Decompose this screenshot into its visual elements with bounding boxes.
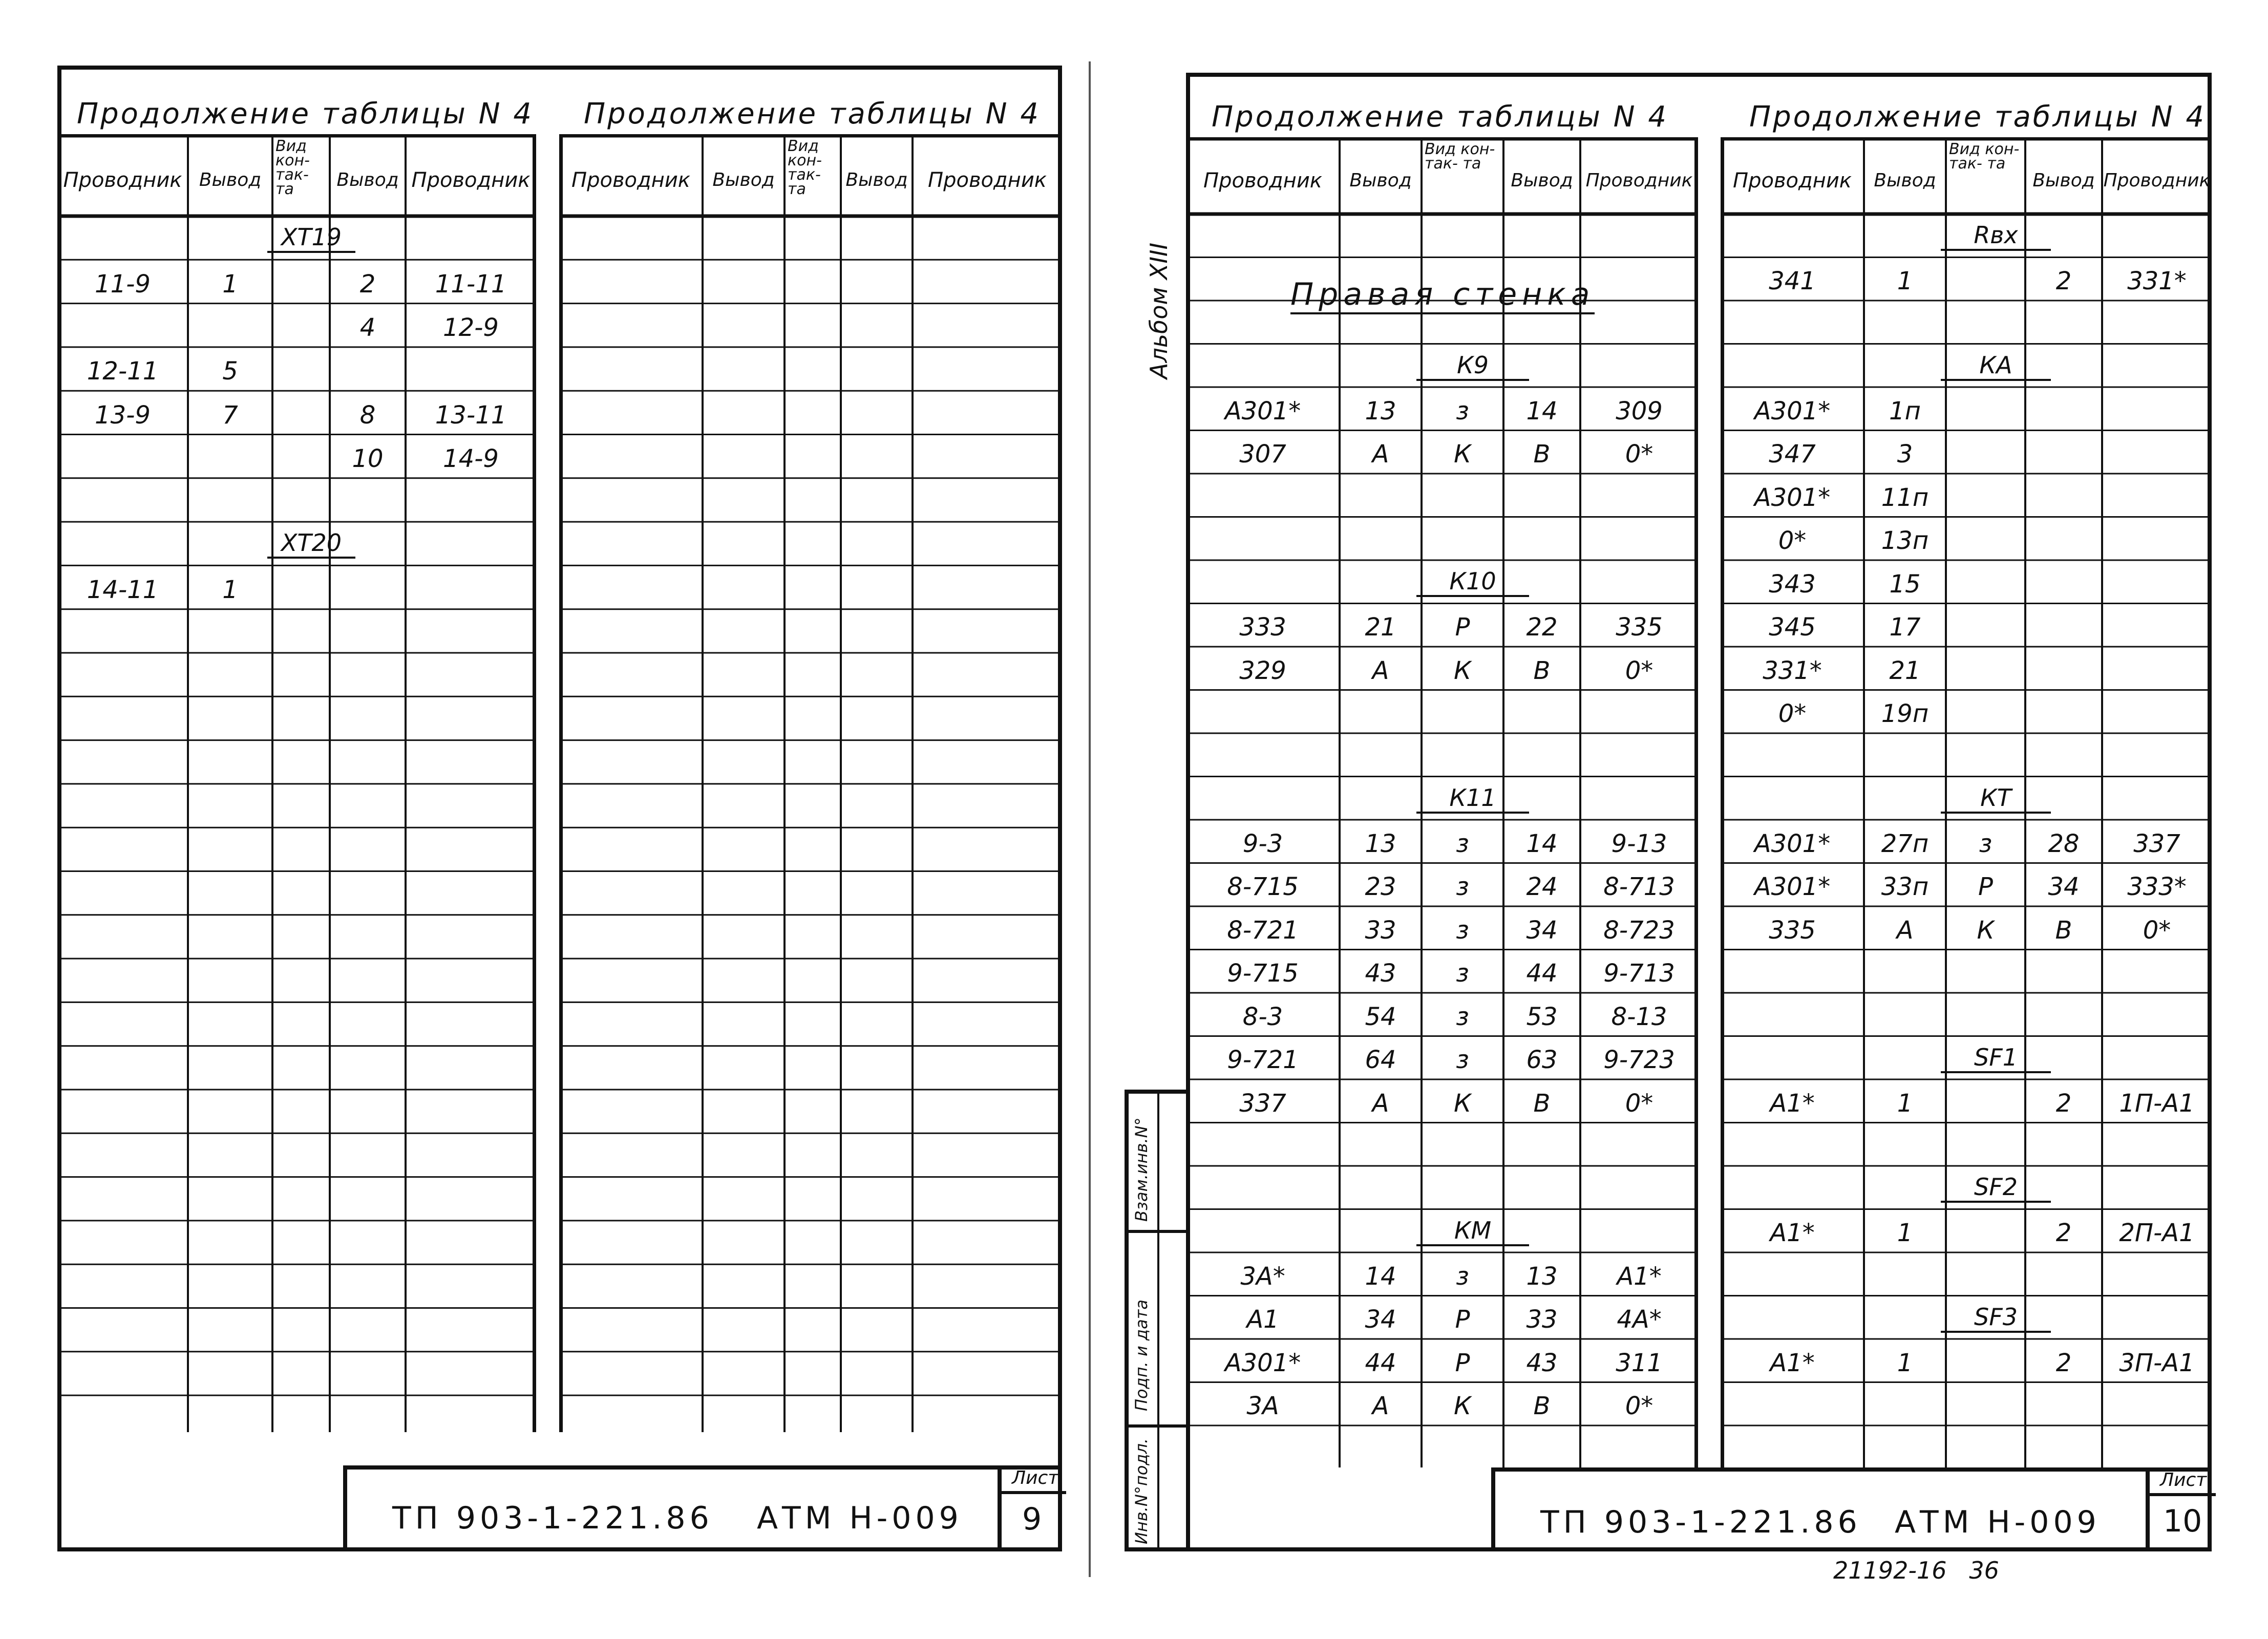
s2-left-cell: 8-13 (1611, 1002, 1667, 1031)
s2-left-cell: 335 (1616, 613, 1663, 642)
s2-left-cell: В (1533, 1392, 1551, 1420)
s2-left-cell: з (1456, 1262, 1469, 1291)
s2-left-cell: 333 (1239, 613, 1286, 642)
s2-left-cell: Р (1455, 1348, 1470, 1377)
page-fold-line (1089, 61, 1091, 1577)
s1-left-cell: 12-11 (87, 357, 159, 386)
s1-left-cell: 14-9 (443, 444, 499, 473)
s2-left-cell: 337 (1239, 1089, 1286, 1118)
s2-left-cell: 8-713 (1603, 872, 1675, 901)
s2-left-cell: з (1456, 916, 1469, 945)
s2-right-cell: з (1979, 829, 1993, 858)
s2-right-cell: 11п (1881, 483, 1929, 512)
s2-right-header-terminal-2: Вывод (2032, 170, 2095, 191)
s2-left-cell: 0* (1625, 656, 1654, 685)
s2-left-header-contact-type: Вид кон- так- та (1425, 140, 1495, 173)
s2-left-cell: А1* (1617, 1262, 1662, 1291)
s2-left-cell: 9-721 (1227, 1046, 1299, 1074)
s2-left-cell: 34 (1365, 1305, 1396, 1334)
s2-right-cell: 1 (1897, 267, 1913, 295)
s2-left-cell: А (1372, 1392, 1389, 1420)
s1-right-header-terminal: Вывод (712, 169, 775, 190)
s1-left-cell: 4 (359, 313, 376, 342)
s2-right-cell: 2 (2055, 1219, 2072, 1247)
s1-left-header-conductor: Проводник (63, 168, 182, 192)
s2-right-cell: 3 (1897, 440, 1913, 469)
s2-left-section-label: КМ (1416, 1217, 1529, 1246)
s2-right-cell: 3П-А1 (2119, 1348, 2195, 1377)
sheet-2-right-table (1721, 137, 2212, 1467)
sheet-2-side-strip (1125, 1090, 1190, 1551)
s2-left-cell: 311 (1616, 1348, 1663, 1377)
s2-left-cell: 329 (1239, 656, 1286, 685)
s2-left-cell: 0* (1625, 1392, 1654, 1420)
s2-left-cell: 9-713 (1603, 959, 1675, 988)
s2-right-header-conductor-2: Проводник (2103, 170, 2211, 191)
s1-left-section-label: XT19 (267, 223, 355, 253)
s2-left-section-label: К10 (1416, 567, 1529, 597)
s2-right-header-conductor: Проводник (1733, 169, 1852, 193)
s2-left-cell: з (1456, 396, 1469, 425)
s2-left-section-label: К11 (1416, 784, 1529, 814)
s2-left-cell: 3А* (1240, 1262, 1285, 1291)
s2-right-header-contact-type: Вид кон- так- та (1949, 140, 2020, 173)
s1-right-header-contact-type: Вид кон- так- та (788, 137, 822, 198)
s2-left-cell: 13 (1365, 829, 1396, 858)
sheet-2-left-table (1186, 137, 1698, 1467)
s2-left-cell: К (1453, 656, 1472, 685)
s2-left-cell: 63 (1526, 1046, 1558, 1074)
s2-right-cell: 1 (1897, 1089, 1913, 1118)
s2-left-cell: 8-721 (1227, 916, 1299, 945)
s2-right-section-label: SF2 (1941, 1173, 2051, 1203)
s2-right-cell: А301* (1754, 872, 1831, 901)
sheet-1-left-table (57, 134, 536, 1432)
s2-right-cell: А1* (1770, 1089, 1815, 1118)
s2-left-cell: 14 (1526, 829, 1558, 858)
s2-left-cell: 9-723 (1603, 1046, 1675, 1074)
side-label-vzam-inv: Взам.инв.N° (1132, 1117, 1151, 1222)
s2-left-cell: 3А (1246, 1392, 1279, 1420)
s2-left-cell: 22 (1526, 613, 1558, 642)
s2-left-cell: 9-715 (1227, 959, 1299, 988)
s2-right-cell: 343 (1769, 569, 1816, 599)
s2-left-cell: з (1456, 959, 1469, 988)
s2-right-cell: 34 (2048, 872, 2080, 901)
sheet-2-left-table-title: Продолжение таблицы N 4 (1212, 100, 1668, 134)
s2-left-cell: 8-3 (1242, 1002, 1283, 1031)
s1-left-header-conductor-2: Проводник (411, 168, 531, 192)
sheet-1-doc-code: АТМ Н-009 (757, 1500, 963, 1536)
sheet-2-doc-number: ТП 903-1-221.86 (1540, 1504, 1861, 1540)
s1-left-cell: 8 (359, 400, 376, 430)
s2-left-cell: 43 (1365, 959, 1396, 988)
s2-left-cell: з (1456, 1046, 1469, 1074)
s2-left-cell: К (1453, 440, 1472, 469)
s2-left-cell: 24 (1526, 872, 1558, 901)
s2-left-cell: з (1456, 1002, 1469, 1031)
sheet-2-stamp (1491, 1467, 2212, 1551)
s2-right-cell: 1п (1889, 396, 1921, 425)
s1-left-header-terminal: Вывод (199, 169, 262, 190)
s2-left-cell: 44 (1365, 1348, 1396, 1377)
s2-right-cell: 21 (1889, 656, 1921, 685)
s2-left-cell: Р (1455, 613, 1470, 642)
s2-left-cell: з (1456, 829, 1469, 858)
wall-label: Правая стенка (1290, 276, 1595, 314)
s2-left-cell: 21 (1365, 613, 1396, 642)
s2-left-cell: А1 (1246, 1305, 1279, 1334)
side-label-podp-data: Подп. и дата (1132, 1300, 1151, 1411)
s1-right-header-conductor: Проводник (571, 168, 690, 192)
s2-left-cell: 8-723 (1603, 916, 1675, 945)
s1-left-section-label: XT20 (267, 529, 355, 559)
s2-left-cell: 14 (1526, 396, 1558, 425)
s2-right-cell: 1 (1897, 1219, 1913, 1247)
s2-left-cell: 13 (1526, 1262, 1558, 1291)
s2-left-cell: 0* (1625, 1089, 1654, 1118)
s1-left-cell: 11-11 (435, 269, 507, 299)
s2-left-cell: 33 (1365, 916, 1396, 945)
s2-left-header-terminal: Вывод (1349, 170, 1412, 191)
s2-right-cell: А301* (1754, 829, 1831, 858)
s1-left-cell: 11-9 (95, 269, 151, 299)
s2-right-section-label: SF1 (1941, 1044, 2051, 1073)
s1-left-header-terminal-2: Вывод (336, 169, 399, 190)
sheet-1-sheet-box (998, 1465, 1066, 1551)
s2-left-cell: 13 (1365, 396, 1396, 425)
s2-left-cell: 33 (1526, 1305, 1558, 1334)
s2-right-cell: 17 (1889, 613, 1921, 642)
bottom-note: 21192-16 36 (1833, 1557, 1999, 1584)
s2-left-cell: В (1533, 656, 1551, 685)
s2-left-cell: 43 (1526, 1348, 1558, 1377)
sheet-1-left-table-title: Продолжение таблицы N 4 (77, 97, 534, 131)
s1-left-cell: 12-9 (443, 313, 499, 342)
s2-right-cell: А301* (1754, 483, 1831, 512)
s1-left-header-contact-type: Вид кон- так- та (275, 137, 310, 198)
s2-right-cell: 2П-А1 (2119, 1219, 2195, 1247)
s2-right-cell: 33п (1881, 872, 1929, 901)
s2-left-cell: 309 (1616, 396, 1663, 425)
s1-left-cell: 2 (359, 269, 376, 299)
s2-right-cell: 345 (1769, 613, 1816, 642)
s2-left-header-conductor: Проводник (1203, 169, 1322, 193)
s2-left-cell: 14 (1365, 1262, 1396, 1291)
s2-left-cell: 44 (1526, 959, 1558, 988)
s2-left-cell: 64 (1365, 1046, 1396, 1074)
sheet-1-stamp (343, 1465, 1062, 1551)
s2-left-cell: 34 (1526, 916, 1558, 945)
sheet-1-sheet-label: Лист (1012, 1467, 1059, 1488)
s2-left-header-conductor-2: Проводник (1585, 170, 1693, 191)
sheet-1-sheet-number: 9 (1022, 1501, 1042, 1537)
s2-right-cell: 0* (1778, 526, 1807, 555)
s2-right-section-label: SF3 (1941, 1303, 2051, 1333)
sheet-2-sheet-box (2146, 1467, 2216, 1551)
s2-left-cell: К (1453, 1089, 1472, 1118)
s1-left-cell: 1 (222, 575, 238, 604)
s2-right-cell: 2 (2055, 267, 2072, 295)
s1-left-cell: 14-11 (87, 575, 159, 604)
s2-left-cell: Р (1455, 1305, 1470, 1334)
s2-left-section-label: К9 (1416, 351, 1529, 381)
s2-right-cell: 0* (1778, 699, 1807, 728)
s2-left-cell: А301* (1224, 1348, 1301, 1377)
s2-left-cell: 9-3 (1242, 829, 1283, 858)
s2-right-cell: 347 (1769, 440, 1816, 469)
s2-left-cell: А301* (1224, 396, 1301, 425)
side-label-inv-podl: Инв.N°подл. (1132, 1438, 1151, 1544)
s2-left-cell: з (1456, 872, 1469, 901)
s2-left-cell: 9-13 (1611, 829, 1667, 858)
s2-right-cell: 337 (2133, 829, 2180, 858)
s2-left-cell: 307 (1239, 440, 1286, 469)
s2-left-cell: А (1372, 440, 1389, 469)
s2-left-cell: А (1372, 656, 1389, 685)
s2-left-cell: 4А* (1617, 1305, 1662, 1334)
sheet-1-right-table-title: Продолжение таблицы N 4 (584, 97, 1041, 131)
s2-right-cell: 331* (2127, 267, 2187, 295)
s2-left-cell: 0* (1625, 440, 1654, 469)
s1-left-cell: 10 (352, 444, 384, 473)
s1-left-cell: 7 (222, 400, 238, 430)
s2-right-cell: 331* (1763, 656, 1822, 685)
s1-right-header-conductor-2: Проводник (928, 168, 1047, 192)
s2-right-cell: А1* (1770, 1219, 1815, 1247)
s2-left-cell: В (1533, 440, 1551, 469)
s2-right-cell: 28 (2048, 829, 2080, 858)
s1-left-cell: 1 (222, 269, 238, 299)
s2-right-cell: 2 (2055, 1348, 2072, 1377)
s2-left-cell: А (1372, 1089, 1389, 1118)
s2-left-cell: 54 (1365, 1002, 1396, 1031)
s2-right-header-terminal: Вывод (1874, 170, 1936, 191)
s2-right-cell: 1 (1897, 1348, 1913, 1377)
s1-right-gridlines (559, 134, 1062, 1432)
s1-left-cell: 5 (222, 357, 238, 386)
s2-right-cell: А (1896, 916, 1914, 945)
s2-left-cell: В (1533, 1089, 1551, 1118)
s2-right-cell: 15 (1889, 569, 1921, 599)
s2-left-cell: 8-715 (1227, 872, 1299, 901)
s1-left-cell: 13-9 (95, 400, 151, 430)
s2-right-cell: 1П-А1 (2119, 1089, 2195, 1118)
album-label: Альбом XIII (1145, 242, 1173, 379)
s1-left-cell: 13-11 (435, 400, 507, 430)
s2-right-cell: А301* (1754, 396, 1831, 425)
s2-right-section-label: КА (1941, 351, 2051, 381)
s2-right-section-label: КТ (1941, 784, 2051, 814)
sheet-2-right-table-title: Продолжение таблицы N 4 (1749, 100, 2206, 134)
s2-right-cell: 19п (1881, 699, 1929, 728)
sheet-1-right-table (559, 134, 1062, 1432)
s2-right-cell: 335 (1769, 916, 1816, 945)
sheet-1-doc-number: ТП 903-1-221.86 (392, 1500, 713, 1536)
s2-right-cell: 13п (1881, 526, 1929, 555)
s2-right-cell: К (1977, 916, 1995, 945)
s2-left-cell: К (1453, 1392, 1472, 1420)
sheet-2-sheet-label: Лист (2160, 1470, 2207, 1491)
s2-right-cell: Р (1978, 872, 1993, 901)
s2-right-cell: 333* (2127, 872, 2187, 901)
s2-right-cell: 0* (2143, 916, 2171, 945)
s2-right-section-label: Rвх (1941, 221, 2051, 251)
s2-left-header-terminal-2: Вывод (1511, 170, 1573, 191)
s2-right-cell: 2 (2055, 1089, 2072, 1118)
s2-right-cell: 27п (1881, 829, 1929, 858)
s1-right-header-terminal-2: Вывод (845, 169, 908, 190)
s2-right-cell: В (2055, 916, 2072, 945)
s2-left-cell: 53 (1526, 1002, 1558, 1031)
s2-right-cell: 341 (1769, 267, 1816, 295)
sheet-2-doc-code: АТМ Н-009 (1895, 1504, 2101, 1540)
s2-left-cell: 23 (1365, 872, 1396, 901)
sheet-2-sheet-number: 10 (2163, 1503, 2202, 1539)
s2-right-cell: А1* (1770, 1348, 1815, 1377)
